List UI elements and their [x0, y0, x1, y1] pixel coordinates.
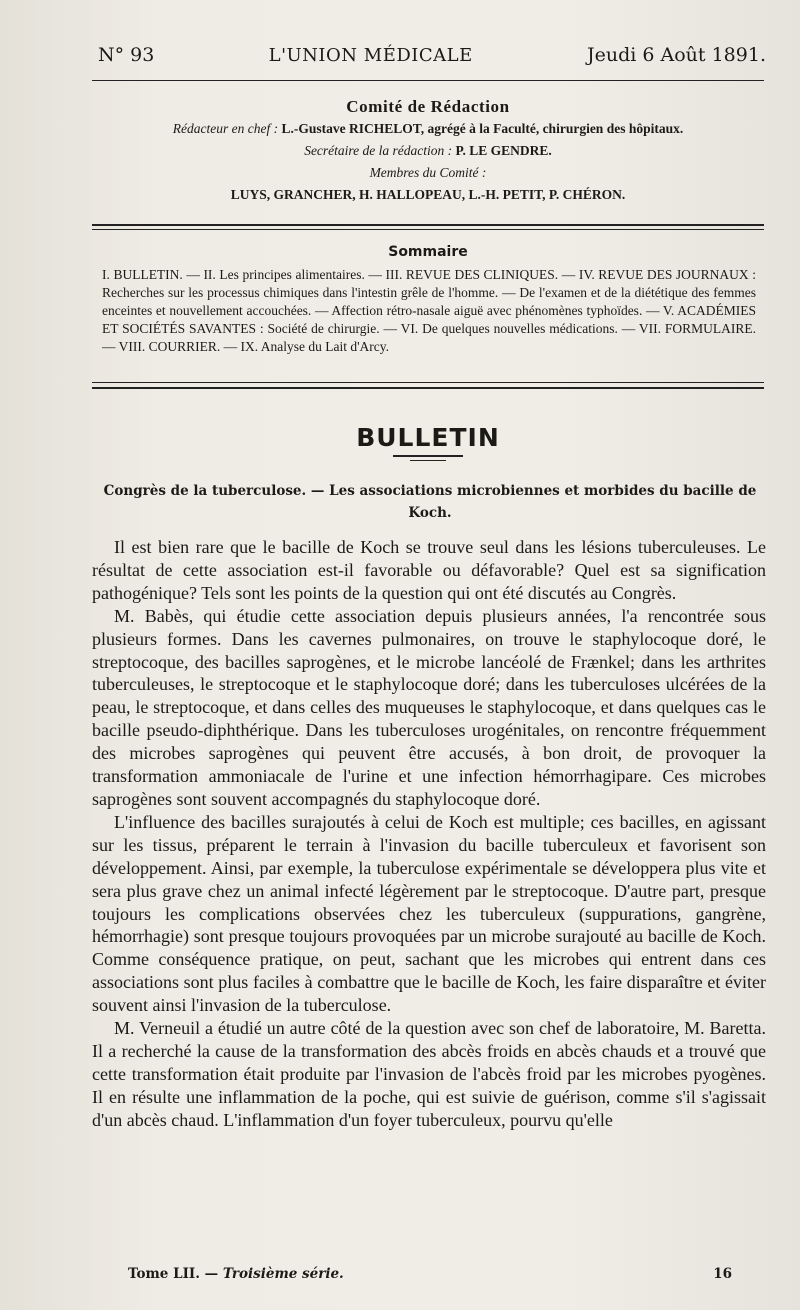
page-number: 16: [713, 1266, 732, 1282]
editor-label: Rédacteur en chef :: [172, 121, 279, 136]
serie-label: Troisième série.: [222, 1266, 344, 1282]
bulletin-heading: BULLETIN: [356, 423, 500, 452]
committee-rule-bottom: [92, 229, 764, 230]
editor-line: [98, 118, 758, 140]
page-header: [98, 44, 766, 66]
bulletin-underline: [393, 455, 463, 457]
members-label: Membres du Comité :: [369, 165, 487, 180]
sommaire-rule-top: [92, 382, 764, 383]
bulletin-underline-short: [410, 460, 446, 461]
footer-volume: Tome LII. — Troisième série.: [128, 1266, 344, 1282]
sommaire-text: I. BULLETIN. — II. Les principes alimentaires. — III. REVUE DES CLINIQUES. — IV. REVUE DES JOURNAUX : Recherches sur les processus chimiques dans l'intestin grêle de l'homme. — De l'examen et de la diététique des femmes enceintes et nouvellement accouchées. — Affection rétro-nasale aiguë avec phénomènes typhoïdes. — V. ACADÉMIES ET SOCIÉTÉS SAVANTES : Société de chirurgie. — VI. De quelques nouvelles médications. — VII. FORMULAIRE. — VIII. COURRIER. — IX. Analyse du Lait d'Arcy.: [102, 267, 756, 354]
paragraph: M. Babès, qui étudie cette association depuis plusieurs années, l'a rencontrée sous plusieurs formes. Dans les cavernes pulmonaires, on trouve le staphylocoque doré, le streptocoque, des bacilles saprogènes, et le microbe lancéolé de Frænkel; dans les arthrites tuberculeuses, le streptocoque et le staphylocoque doré; dans les tuberculoses ulcérées de la peau, le streptocoque, et dans celles des muqueuses le staphylocoque, et dans quelques cas le bacille pseudo-diphthérique. Dans les tuberculoses urogénitales, on rencontre fréquemment des microbes saprogènes qui peuvent être accusés, à bon droit, de provoquer la transformation ammoniacale de l'urine et une infection hémorrhagipare. Ces microbes saprogènes sont souvent accompagnés du staphylocoque doré.: [92, 605, 766, 809]
secretary-label: Secrétaire de la rédaction :: [304, 143, 453, 158]
paragraph: Il est bien rare que le bacille de Koch se trouve seul dans les lésions tuberculeuses. Le résultat de cette association est-il favorable ou défavorable? Quel est sa signification pathogénique? Tels sont les points de la question qui ont été discutés au Congrès.: [92, 537, 766, 603]
header-rule: [92, 80, 764, 81]
journal-title: L'UNION MÉDICALE: [268, 45, 473, 66]
committee-heading: Comité de Rédaction: [346, 97, 510, 116]
sommaire-heading: Sommaire: [388, 244, 468, 260]
editor-name: L.-Gustave RICHELOT, agrégé à la Faculté, chirurgien des hôpitaux.: [281, 121, 684, 136]
issue-date: Jeudi 6 Août 1891.: [587, 44, 766, 66]
members-names: LUYS, GRANCHER, H. HALLOPEAU, L.-H. PETIT, P. CHÉRON.: [230, 187, 626, 202]
issue-number: N° 93: [98, 44, 155, 66]
members-line: [98, 184, 758, 206]
secretary-name: P. LE GENDRE.: [455, 143, 552, 158]
article-title: Congrès de la tuberculose. — Les associations microbiennes et morbides du bacille de Koch.: [103, 483, 757, 521]
paragraph: L'influence des bacilles surajoutés à celui de Koch est multiple; ces bacilles, en agissant sur les tissus, préparent le terrain à l'invasion du bacille tuberculeux et favorisent son développement. Ainsi, par exemple, la tuberculose expérimentale se développera plus vite et sera plus grave chez un animal infecté légèrement par le streptocoque. D'autre part, presque toujours les complications observées chez les tuberculeux (suppurations, gangrène, hémorrhagie) sont presque toujours provoquées par un microbe surajouté au bacille de Koch. Comme conséquence pratique, on peut, sachant que les microbes qui entrent dans ces associations sont plus faciles à combattre que le bacille de Koch, les faire disparaître et éviter souvent ainsi l'invasion de la tuberculose.: [92, 811, 766, 1016]
tome-label: Tome LII.: [128, 1266, 200, 1282]
page-footer: [128, 1266, 732, 1282]
secretary-line: [98, 140, 758, 162]
article-body: [92, 536, 766, 1132]
sommaire-rule-bottom: [92, 387, 764, 389]
members-label-line: [98, 162, 758, 184]
committee-rule-top: [92, 224, 764, 226]
editorial-committee: [98, 96, 758, 206]
paragraph: M. Verneuil a étudié un autre côté de la question avec son chef de laboratoire, M. Baretta. Il a recherché la cause de la transformation des abcès froids en abcès chauds et a trouvé que cette transformation était produite par l'invasion de l'abcès froid par les microbes pyogènes. Il en résulte une inflammation de la poche, qui est suivie de guérison, comme s'il s'agissait d'un abcès chaud. L'inflammation d'un foyer tuberculeux, pourvu qu'elle: [92, 1018, 766, 1130]
